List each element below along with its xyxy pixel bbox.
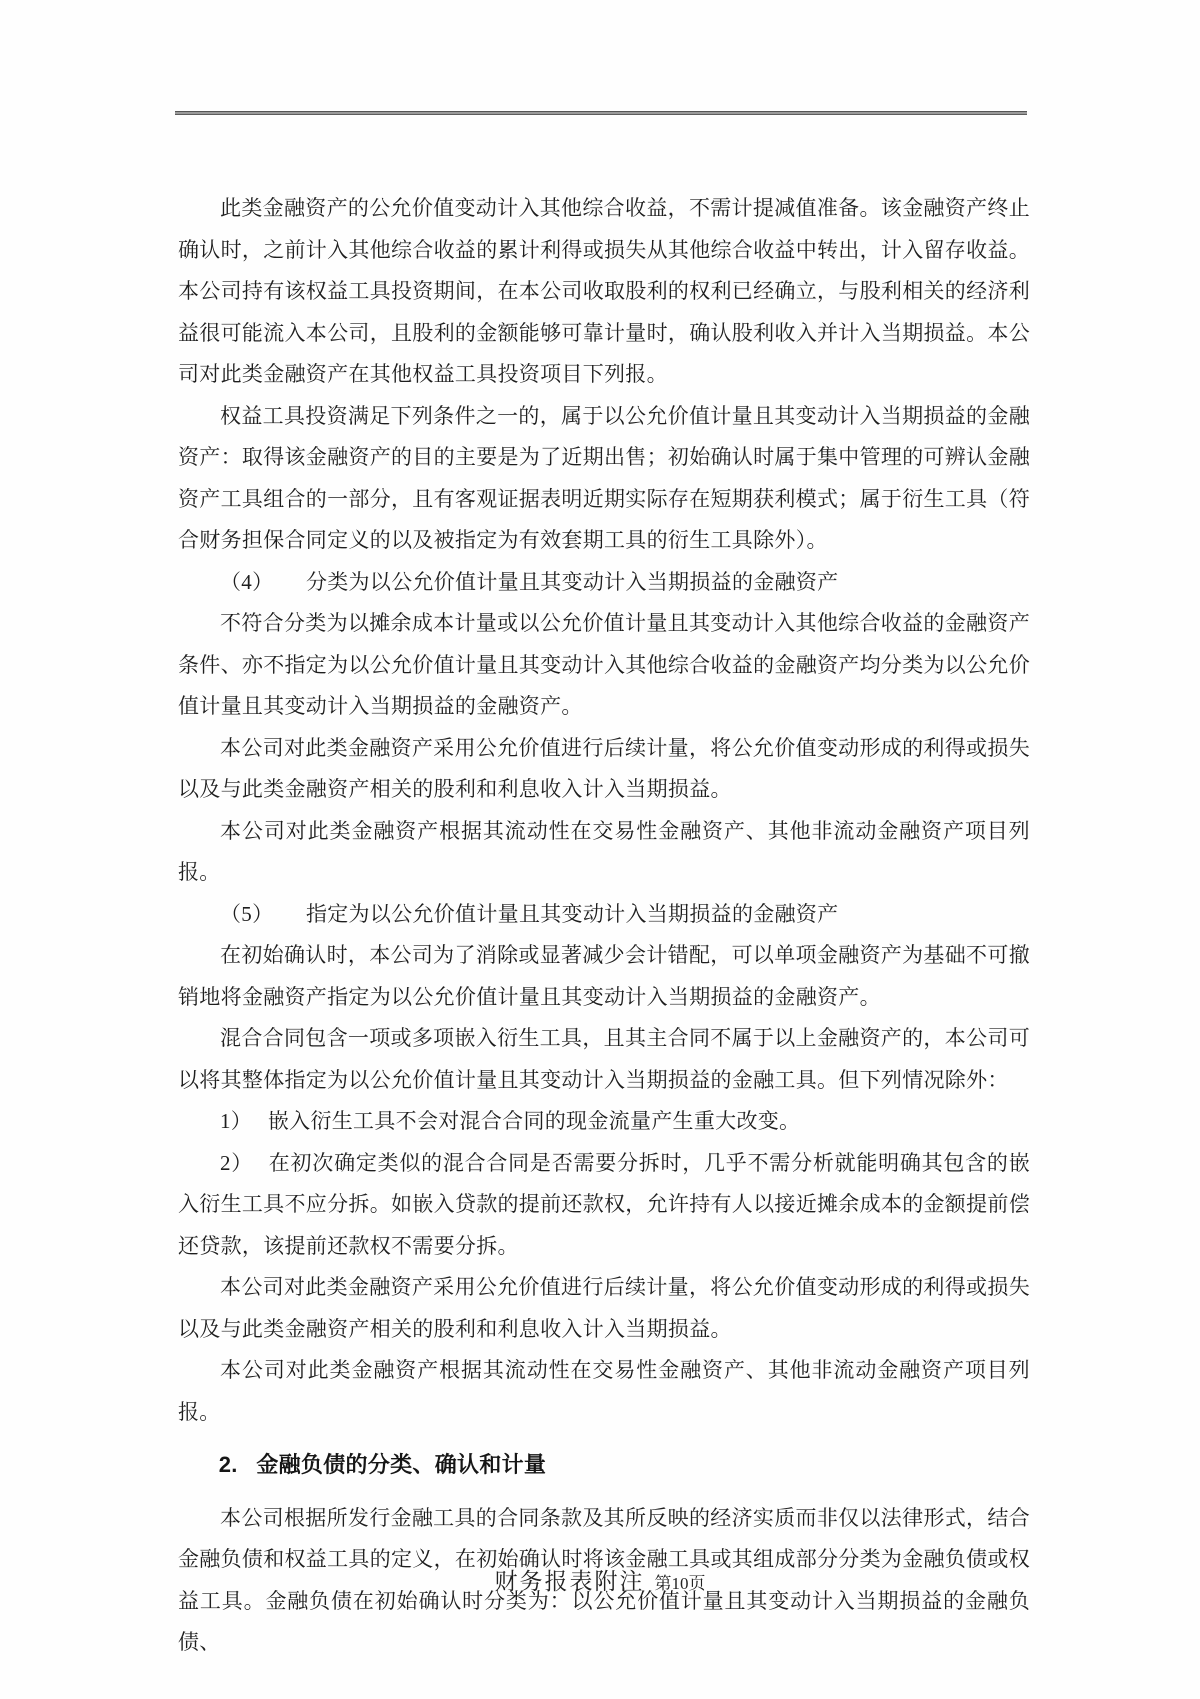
paragraph-text: 在初次确定类似的混合合同是否需要分拆时，几乎不需分析就能明确其包含的嵌入衍生工具不应分拆。如嵌入贷款的提前还款权，允许持有人以接近摊余成本的金额提前偿还贷款，该提前还款权不需要分拆。 bbox=[178, 1150, 1030, 1258]
paragraph-number: 1） bbox=[220, 1109, 253, 1133]
paragraph-number: 2. bbox=[218, 1452, 238, 1477]
footer-page-number: 第10页 bbox=[654, 1574, 706, 1593]
list-item bbox=[178, 1101, 1030, 1143]
paragraph-number: （5） bbox=[220, 901, 274, 926]
paragraph bbox=[178, 728, 1030, 811]
paragraph bbox=[178, 1267, 1030, 1350]
paragraph-text: 在初始确认时，本公司为了消除或显著减少会计错配，可以单项金融资产为基础不可撤销地将金融资产指定为以公允价值计量且其变动计入当期损益的金融资产。 bbox=[178, 943, 1030, 1009]
paragraph-text: 混合合同包含一项或多项嵌入衍生工具，且其主合同不属于以上金融资产的，本公司可以将其整体指定为以公允价值计量且其变动计入当期损益的金融工具。但下列情况除外： bbox=[178, 1026, 1030, 1092]
paragraph-text: 指定为以公允价值计量且其变动计入当期损益的金融资产 bbox=[305, 901, 839, 926]
paragraph-text: 权益工具投资满足下列条件之一的，属于以公允价值计量且其变动计入当期损益的金融资产：取得该金融资产的目的主要是为了近期出售；初始确认时属于集中管理的可辨认金融资产工具组合的一部分，且有客观证据表明近期实际存在短期获利模式；属于衍生工具（符合财务担保合同定义的以及被指定为有效套期工具的衍生工具除外）。 bbox=[178, 403, 1030, 552]
paragraph-text: 本公司根据所发行金融工具的合同条款及其所反映的经济实质而非仅以法律形式，结合金融负债和权益工具的定义，在初始确认时将该金融工具或其组成部分分类为金融负债或权益工具。金融负债在初始确认时分类为：以公允价值计量且其变动计入当期损益的金融负债、 bbox=[178, 1505, 1030, 1654]
list-item bbox=[178, 1143, 1030, 1268]
paragraph-text: 此类金融资产的公允价值变动计入其他综合收益，不需计提减值准备。该金融资产终止确认时，之前计入其他综合收益的累计利得或损失从其他综合收益中转出，计入留存收益。本公司持有该权益工具投资期间，在本公司收取股利的权利已经确立，与股利相关的经济利益很可能流入本公司，且股利的金额能够可靠计量时，确认股利收入并计入当期损益。本公司对此类金融资产在其他权益工具投资项目下列报。 bbox=[178, 196, 1030, 386]
paragraph-text: 本公司对此类金融资产根据其流动性在交易性金融资产、其他非流动金融资产项目列报。 bbox=[178, 818, 1030, 884]
paragraph-text: 本公司对此类金融资产根据其流动性在交易性金融资产、其他非流动金融资产项目列报。 bbox=[178, 1358, 1030, 1424]
section-heading bbox=[178, 1444, 1030, 1486]
paragraph bbox=[178, 1350, 1030, 1433]
paragraph-text: 本公司对此类金融资产采用公允价值进行后续计量，将公允价值变动形成的利得或损失以及与此类金融资产相关的股利和利息收入计入当期损益。 bbox=[178, 1275, 1030, 1341]
paragraph bbox=[178, 935, 1030, 1018]
paragraph-text: 不符合分类为以摊余成本计量或以公允价值计量且其变动计入其他综合收益的金融资产条件、亦不指定为以公允价值计量且其变动计入其他综合收益的金融资产均分类为以公允价值计量且其变动计入当期损益的金融资产。 bbox=[178, 611, 1030, 718]
paragraph bbox=[178, 396, 1030, 562]
paragraph-text: 金融负债的分类、确认和计量 bbox=[256, 1452, 547, 1477]
header-rule bbox=[175, 111, 1027, 115]
paragraph-text: 分类为以公允价值计量且其变动计入当期损益的金融资产 bbox=[305, 569, 839, 594]
page-footer bbox=[0, 1563, 1200, 1596]
paragraph-text: 嵌入衍生工具不会对混合合同的现金流量产生重大改变。 bbox=[267, 1109, 801, 1133]
paragraph bbox=[178, 603, 1030, 728]
paragraph-number: 2） bbox=[220, 1150, 254, 1175]
footer-title: 财务报表附注 bbox=[494, 1569, 645, 1594]
paragraph-text: 本公司对此类金融资产采用公允价值进行后续计量，将公允价值变动形成的利得或损失以及与此类金融资产相关的股利和利息收入计入当期损益。 bbox=[178, 735, 1030, 801]
paragraph bbox=[178, 188, 1030, 396]
item-heading bbox=[178, 894, 1030, 936]
item-heading bbox=[178, 562, 1030, 604]
paragraph-number: （4） bbox=[220, 569, 274, 594]
paragraph bbox=[178, 811, 1030, 894]
notes-body bbox=[178, 188, 1030, 1664]
paragraph bbox=[178, 1018, 1030, 1101]
